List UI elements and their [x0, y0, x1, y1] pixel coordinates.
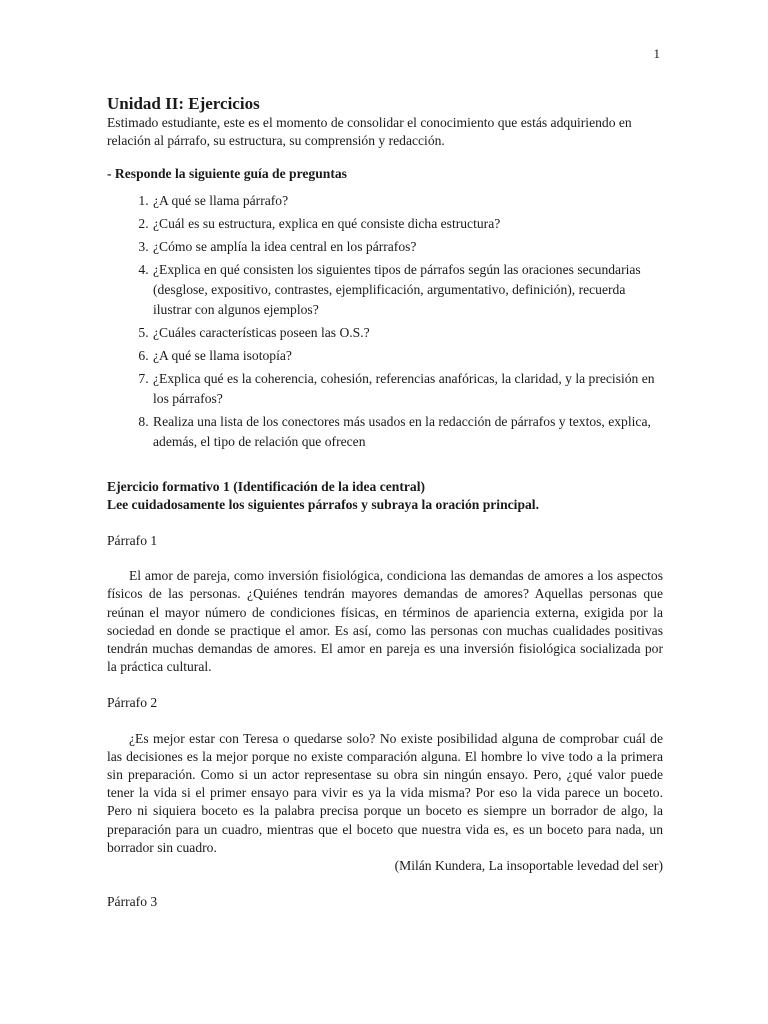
exercise-title: Ejercicio formativo 1 (Identificación de la idea central) [107, 478, 425, 494]
question-item: 2. ¿Cuál es su estructura, explica en qué consiste dicha estructura? [152, 214, 663, 234]
page-title: Unidad II: Ejercicios [107, 94, 260, 113]
exercise-subtitle: Lee cuidadosamente los siguientes párrafos y subraya la oración principal. [107, 496, 539, 512]
paragraph-label: Párrafo 2 [107, 695, 158, 711]
question-item: 6. ¿A qué se llama isotopía? [152, 346, 663, 366]
questions-list [107, 191, 663, 452]
paragraph-text: ¿Es mejor estar con Teresa o quedarse solo? No existe posibilidad alguna de comprobar cuál de las decisiones es la mejor porque no existe comparación alguna. El hombre lo vive todo a la primera sin preparación. Como si un actor representase su obra sin ningún ensayo. Pero, ¿qué valor puede tener la vida si el primer ensayo para vivir es ya la vida misma? Por eso la vida parece un boceto. Pero ni siquiera boceto es la palabra precisa porque un boceto es siempre un borrador de algo, la preparación para un cuadro, mientras que el boceto que nuestra vida es, es un boceto para nada, un borrador sin cuadro. [107, 730, 663, 855]
questions-instruction: - Responde la siguiente guía de preguntas [107, 166, 347, 182]
question-item: 3. ¿Cómo se amplía la idea central en los párrafos? [152, 237, 663, 257]
question-item: 4. ¿Explica en qué consisten los siguientes tipos de párrafos según las oraciones secundarias (desglose, expositivo, contrastes, ejemplificación, argumentativo, definición), recuerda ilustrar con algunos ejemplos? [152, 260, 663, 320]
question-item: 5. ¿Cuáles características poseen las O.S.? [152, 323, 663, 343]
paragraph-label: Párrafo 3 [107, 894, 158, 910]
intro-text: Estimado estudiante, este es el momento de consolidar el conocimiento que estás adquiriendo en relación al párrafo, su estructura, su comprensión y redacción. [107, 115, 632, 149]
paragraph-text: El amor de pareja, como inversión fisiológica, condiciona las demandas de amores a los aspectos físicos de las personas. ¿Quiénes tendrán mayores demandas de amores? Aquellas personas que reúnan el mayor número de condiciones físicas, en términos de apariencia externa, exigida por la sociedad en donde se practique el amor. Es así, como las personas con muchas cualidades positivas tendrán muchas demandas de amores. El amor en pareja es una inversión fisiológica socializada por la práctica cultural. [107, 568, 663, 675]
question-item: 8. Realiza una lista de los conectores más usados en la redacción de párrafos y textos, explica, además, el tipo de relación que ofrecen [152, 412, 663, 452]
question-item: 7. ¿Explica qué es la coherencia, cohesión, referencias anafóricas, la claridad, y la precisión en los párrafos? [152, 369, 663, 409]
page-number: 1 [653, 46, 660, 61]
paragraph-citation: (Milán Kundera, La insoportable levedad del ser) [394, 858, 663, 874]
question-item: 1. ¿A qué se llama párrafo? [152, 191, 663, 211]
paragraph-label: Párrafo 1 [107, 533, 158, 549]
document-body [107, 94, 663, 928]
